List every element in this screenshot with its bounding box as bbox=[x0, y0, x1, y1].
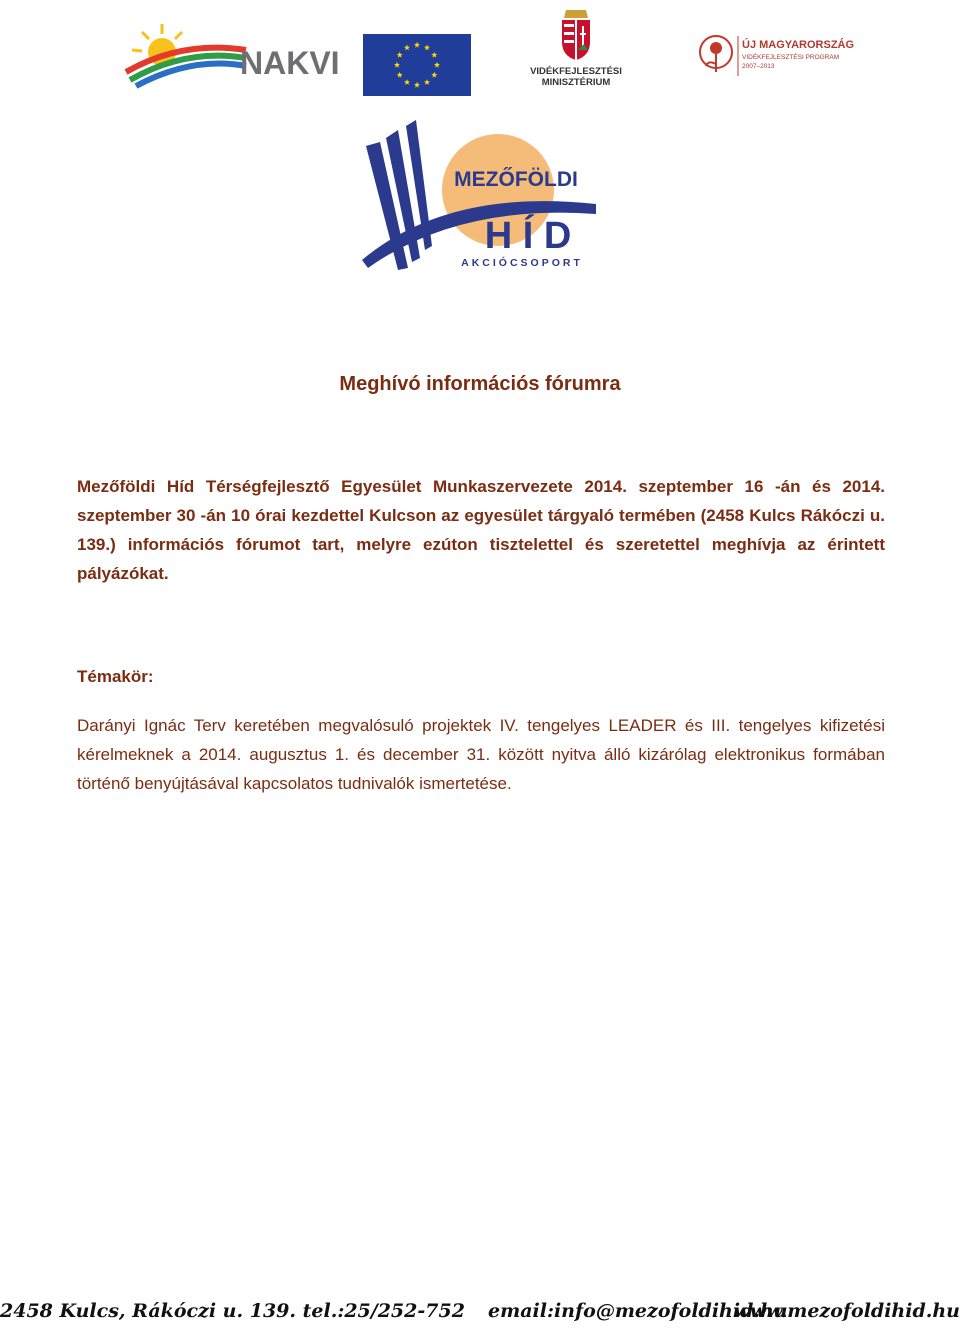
nakvi-logo-text: NAKVI bbox=[240, 45, 340, 81]
footer-website: www.mezofoldihid.hu bbox=[733, 1300, 960, 1322]
uj-magyarorszag-logo bbox=[696, 30, 855, 82]
topic-paragraph: Darányi Ignác Terv keretében megvalósuló projektek IV. tengelyes LEADER és III. tengelyes kifizetési kérelmeknek a 2014. augusztus 1. és december 31. között nyitva álló kizárólag elektronikus formában történő benyújtásával kapcsolatos tudnivalók ismertetése. bbox=[77, 716, 885, 793]
coat-of-arms-icon bbox=[562, 10, 590, 60]
mezofoldi-middle: H Í D bbox=[484, 215, 572, 257]
topic-label: Témakör: bbox=[77, 667, 154, 686]
um-line3: 2007–2013 bbox=[742, 63, 775, 70]
um-line1: ÚJ MAGYARORSZÁG bbox=[742, 39, 855, 51]
mezofoldi-hid-logo bbox=[358, 118, 604, 296]
mezofoldi-bottom: AKCIÓCSOPORT bbox=[461, 257, 583, 269]
footer bbox=[0, 1298, 960, 1330]
intro-paragraph: Mezőföldi Híd Térségfejlesztő Egyesület Munkaszervezete 2014. szeptember 16 -án és 2014. szeptember 30 -án 10 órai kezdettel Kulcson az egyesület tárgyaló termében (2458 Kulcs Rákóczi u. 139.) információs fórumot tart, melyre ezúton tisztelettel és szeretettel meghívja az érintett pályázókat. bbox=[77, 477, 885, 583]
um-line2: VIDÉKFEJLESZTÉSI PROGRAM bbox=[742, 54, 840, 61]
mezofoldi-top: MEZŐFÖLDI bbox=[454, 168, 578, 191]
footer-address: 2458 Kulcs, Rákóczi u. 139. tel.:25/252-752 bbox=[0, 1300, 465, 1322]
nakvi-logo bbox=[122, 22, 358, 88]
logo-bar bbox=[0, 0, 960, 110]
ministry-line2: MINISZTÉRIUM bbox=[541, 77, 611, 88]
footer-email: email:info@mezofoldihid.hu bbox=[488, 1300, 788, 1322]
eu-flag-icon bbox=[363, 34, 471, 96]
ministry-logo bbox=[528, 4, 624, 90]
ministry-line1: VIDÉKFEJLESZTÉSI bbox=[530, 66, 622, 77]
flower-icon bbox=[700, 36, 732, 72]
page-title: Meghívó információs fórumra bbox=[339, 373, 621, 395]
